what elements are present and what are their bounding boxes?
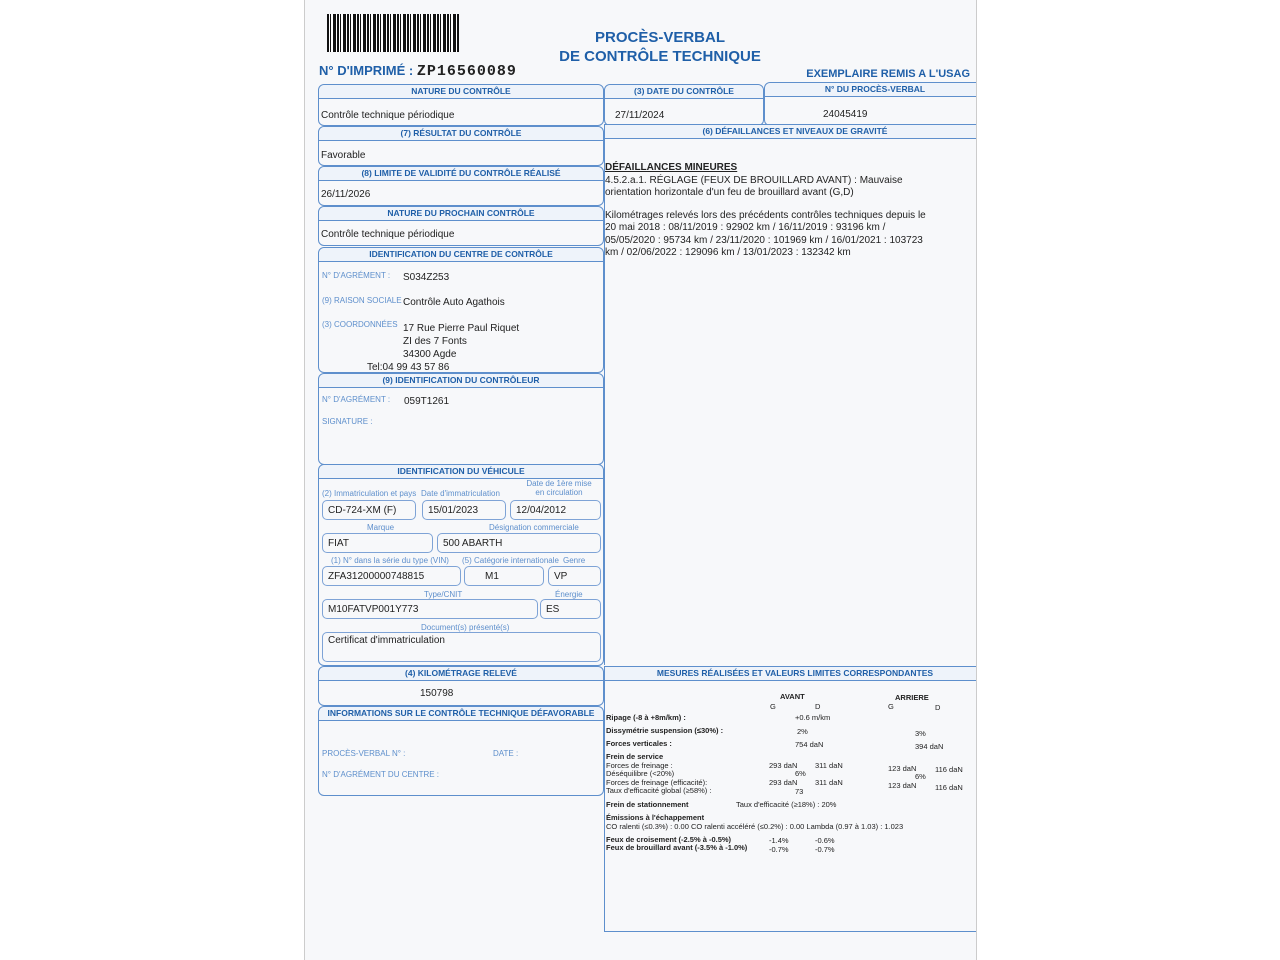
dissymetrie-label: Dissymétrie suspension (≤30%) :: [606, 726, 724, 735]
title-line-1: PROCÈS-VERBAL: [594, 29, 725, 46]
feux-brouillard-label: Feux de brouillard avant (-3.5% à -1.0%): [606, 843, 748, 852]
efficacite-arriere-g-value: 123 daN: [888, 781, 917, 790]
centre-raison-value: Contrôle Auto Agathois: [403, 297, 505, 308]
frein-stationnement-label: Frein de stationnement: [606, 800, 689, 809]
nature-header: NATURE DU CONTRÔLE: [319, 85, 603, 99]
nature-value: Contrôle technique périodique: [321, 110, 455, 121]
defaillance-line-1: 4.5.2.a.1. RÉGLAGE (FEUX DE BROUILLARD AVANT) : Mauvaise: [605, 174, 903, 186]
avant-d-heading: D: [815, 702, 821, 711]
freinage-avant-g-value: 293 daN: [769, 761, 798, 770]
defaillances-title: DÉFAILLANCES MINEURES: [605, 162, 738, 173]
centre-coord-label: (3) COORDONNÉES: [322, 320, 398, 329]
defavorable-date-label: DATE :: [493, 749, 519, 758]
controleur-box: [318, 373, 604, 465]
date-controle-value: 27/11/2024: [615, 110, 665, 121]
categorie-label: (5) Catégorie internationale: [462, 556, 559, 565]
limite-header: (8) LIMITE DE VALIDITÉ DU CONTRÔLE RÉALISÉ: [319, 167, 603, 181]
documents-label: Document(s) présenté(s): [421, 623, 510, 632]
forces-verticales-label: Forces verticales :: [606, 739, 672, 748]
centre-raison-label: (9) RAISON SOCIALE: [322, 296, 402, 305]
genre-label: Genre: [563, 556, 586, 565]
desequilibre-avant-value: 6%: [795, 769, 806, 778]
frein-stationnement-value: Taux d'efficacité (≥18%) : 20%: [736, 800, 837, 809]
limite-value: 26/11/2026: [321, 189, 371, 200]
avant-heading: AVANT: [780, 692, 805, 701]
km-history-line-3: 05/05/2020 : 95734 km / 23/11/2020 : 101969 km / 16/01/2021 : 103723: [605, 234, 923, 246]
inspection-report-page: [305, 0, 976, 960]
date-controle-box: [604, 84, 764, 126]
taux-efficacite-label: Taux d'efficacité global (≥58%) :: [606, 786, 712, 795]
efficacite-avant-d-value: 311 daN: [815, 778, 843, 787]
mesures-header: MESURES RÉALISÉES ET VALEURS LIMITES CORRESPONDANTES: [605, 667, 976, 681]
centre-address-line-1: 17 Rue Pierre Paul Riquet: [403, 323, 520, 334]
frein-service-label: Frein de service: [606, 752, 664, 761]
feux-brouillard-g-value: -0.7%: [769, 845, 789, 854]
taux-efficacite-value: 73: [795, 787, 804, 796]
defaillances-header: (6) DÉFAILLANCES ET NIVEAUX DE GRAVITÉ: [605, 125, 976, 139]
type-label: Type/CNIT: [424, 590, 463, 599]
premiere-field: 12/04/2012: [510, 500, 601, 520]
nature-box: [318, 84, 604, 126]
emissions-values: CO ralenti (≤0.3%) : 0.00 CO ralenti accéléré (≤0.2%) : 0.00 Lambda (0.97 à 1.03) : 1.023: [606, 822, 904, 831]
feux-brouillard-d-value: -0.7%: [815, 845, 835, 854]
freinage-avant-d-value: 311 daN: [815, 761, 843, 770]
forces-verticales-avant-value: 754 daN: [795, 740, 824, 749]
km-history-line-2: 20 mai 2018 : 08/11/2019 : 92902 km / 16/11/2019 : 93196 km /: [605, 222, 886, 233]
centre-agrement-label: N° D'AGRÉMENT :: [322, 271, 391, 280]
kilometrage-box: [318, 666, 604, 706]
vehicule-header: IDENTIFICATION DU VÉHICULE: [319, 465, 603, 479]
date-immat-label: Date d'immatriculation: [421, 489, 500, 498]
defavorable-box: [318, 706, 604, 796]
premiere-label-line-2: en circulation: [535, 488, 583, 497]
freinage-efficacite-label: Forces de freinage (efficacité):: [606, 778, 708, 787]
pv-number-box: [764, 82, 976, 126]
pv-number-header: N° DU PROCÈS-VERBAL: [765, 83, 976, 97]
desequilibre-label: Déséquilibre (<20%): [606, 769, 675, 778]
title-line-2: DE CONTRÔLE TECHNIQUE: [559, 48, 761, 65]
vehicule-box: [318, 464, 604, 666]
resultat-header: (7) RÉSULTAT DU CONTRÔLE: [319, 127, 603, 141]
barcode: [327, 14, 459, 52]
prochain-box: [318, 206, 604, 246]
type-field: M10FATVP001Y773: [322, 599, 538, 619]
centre-header: IDENTIFICATION DU CENTRE DE CONTRÔLE: [319, 248, 603, 262]
arriere-heading: ARRIERE: [895, 693, 929, 702]
marque-field: FIAT: [322, 533, 433, 553]
energie-label: Énergie: [555, 590, 583, 599]
ripage-label: Ripage (-8 à +8m/km) :: [606, 713, 686, 722]
centre-phone: Tel:04 99 43 57 86: [367, 362, 450, 373]
date-immat-field: 15/01/2023: [422, 500, 506, 520]
ripage-value: +0.6 m/km: [795, 713, 831, 722]
defavorable-agrement-label: N° D'AGRÉMENT DU CENTRE :: [322, 770, 440, 779]
mesures-box: [604, 666, 976, 932]
premiere-label-line-1: Date de 1ère mise: [526, 479, 592, 488]
documents-field: Certificat d'immatriculation: [322, 632, 601, 662]
immat-field: CD-724-XM (F): [322, 500, 416, 520]
dissymetrie-avant-value: 2%: [797, 727, 808, 736]
resultat-value: Favorable: [321, 150, 366, 161]
vin-field: ZFA31200000748815: [322, 566, 461, 586]
energie-field: ES: [540, 599, 601, 619]
defavorable-pv-label: PROCÈS-VERBAL N° :: [322, 749, 406, 758]
pv-number-value: 24045419: [823, 109, 868, 120]
controleur-header: (9) IDENTIFICATION DU CONTRÔLEUR: [319, 374, 603, 388]
defaillances-content: [605, 162, 955, 260]
forces-freinage-label: Forces de freinage :: [606, 761, 673, 770]
designation-label: Désignation commerciale: [489, 523, 579, 532]
limite-box: [318, 166, 604, 206]
genre-field: VP: [548, 566, 601, 586]
kilometrage-value: 150798: [420, 688, 454, 699]
prochain-value: Contrôle technique périodique: [321, 229, 455, 240]
prochain-header: NATURE DU PROCHAIN CONTRÔLE: [319, 207, 603, 221]
imprime-label: N° D'IMPRIMÉ :: [319, 63, 414, 78]
km-history-line-4: km / 02/06/2022 : 129096 km / 13/01/2023 : 132342 km: [605, 247, 851, 258]
resultat-box: [318, 126, 604, 166]
imprime-number: [319, 63, 517, 80]
immat-label: (2) Immatriculation et pays: [322, 489, 417, 498]
controleur-agrement-value: 059T1261: [404, 396, 450, 407]
efficacite-avant-g-value: 293 daN: [769, 778, 798, 787]
defavorable-header: INFORMATIONS SUR LE CONTRÔLE TECHNIQUE DÉFAVORABLE: [319, 707, 603, 721]
vin-label: (1) N° dans la série du type (VIN): [331, 556, 449, 565]
signature-label: SIGNATURE :: [322, 417, 373, 426]
centre-box: [318, 247, 604, 373]
freinage-arriere-g-value: 123 daN: [888, 764, 917, 773]
kilometrage-header: (4) KILOMÉTRAGE RELEVÉ: [319, 667, 603, 681]
exemplaire-label: EXEMPLAIRE REMIS A L'USAG: [806, 68, 970, 80]
centre-address-line-3: 34300 Agde: [403, 349, 457, 360]
feux-croisement-d-value: -0.6%: [815, 836, 835, 845]
efficacite-arriere-d-value: 116 daN: [935, 783, 963, 792]
document-title: [555, 28, 765, 66]
arriere-g-heading: G: [888, 702, 894, 711]
designation-field: 500 ABARTH: [437, 533, 601, 553]
premiere-label: [514, 479, 604, 497]
emissions-label: Émissions à l'échappement: [606, 813, 705, 822]
date-controle-header: (3) DATE DU CONTRÔLE: [605, 85, 763, 99]
avant-g-heading: G: [770, 702, 776, 711]
defaillance-line-2: orientation horizontale d'un feu de brouillard avant (G,D): [605, 187, 854, 198]
dissymetrie-arriere-value: 3%: [915, 729, 926, 738]
km-history-line-1: Kilométrages relevés lors des précédents contrôles techniques depuis le: [605, 209, 926, 221]
controleur-agrement-label: N° D'AGRÉMENT :: [322, 395, 391, 404]
feux-croisement-g-value: -1.4%: [769, 836, 789, 845]
desequilibre-arriere-value: 6%: [915, 772, 926, 781]
marque-label: Marque: [367, 523, 395, 532]
forces-verticales-arriere-value: 394 daN: [915, 742, 944, 751]
imprime-value: ZP16560089: [416, 63, 517, 80]
freinage-arriere-d-value: 116 daN: [935, 765, 963, 774]
feux-croisement-label: Feux de croisement (-2.5% à -0.5%): [606, 835, 732, 844]
arriere-d-heading: D: [935, 703, 941, 712]
categorie-field: M1: [464, 566, 544, 586]
centre-agrement-value: S034Z253: [403, 272, 450, 283]
centre-address-line-2: ZI des 7 Fonts: [403, 336, 467, 347]
